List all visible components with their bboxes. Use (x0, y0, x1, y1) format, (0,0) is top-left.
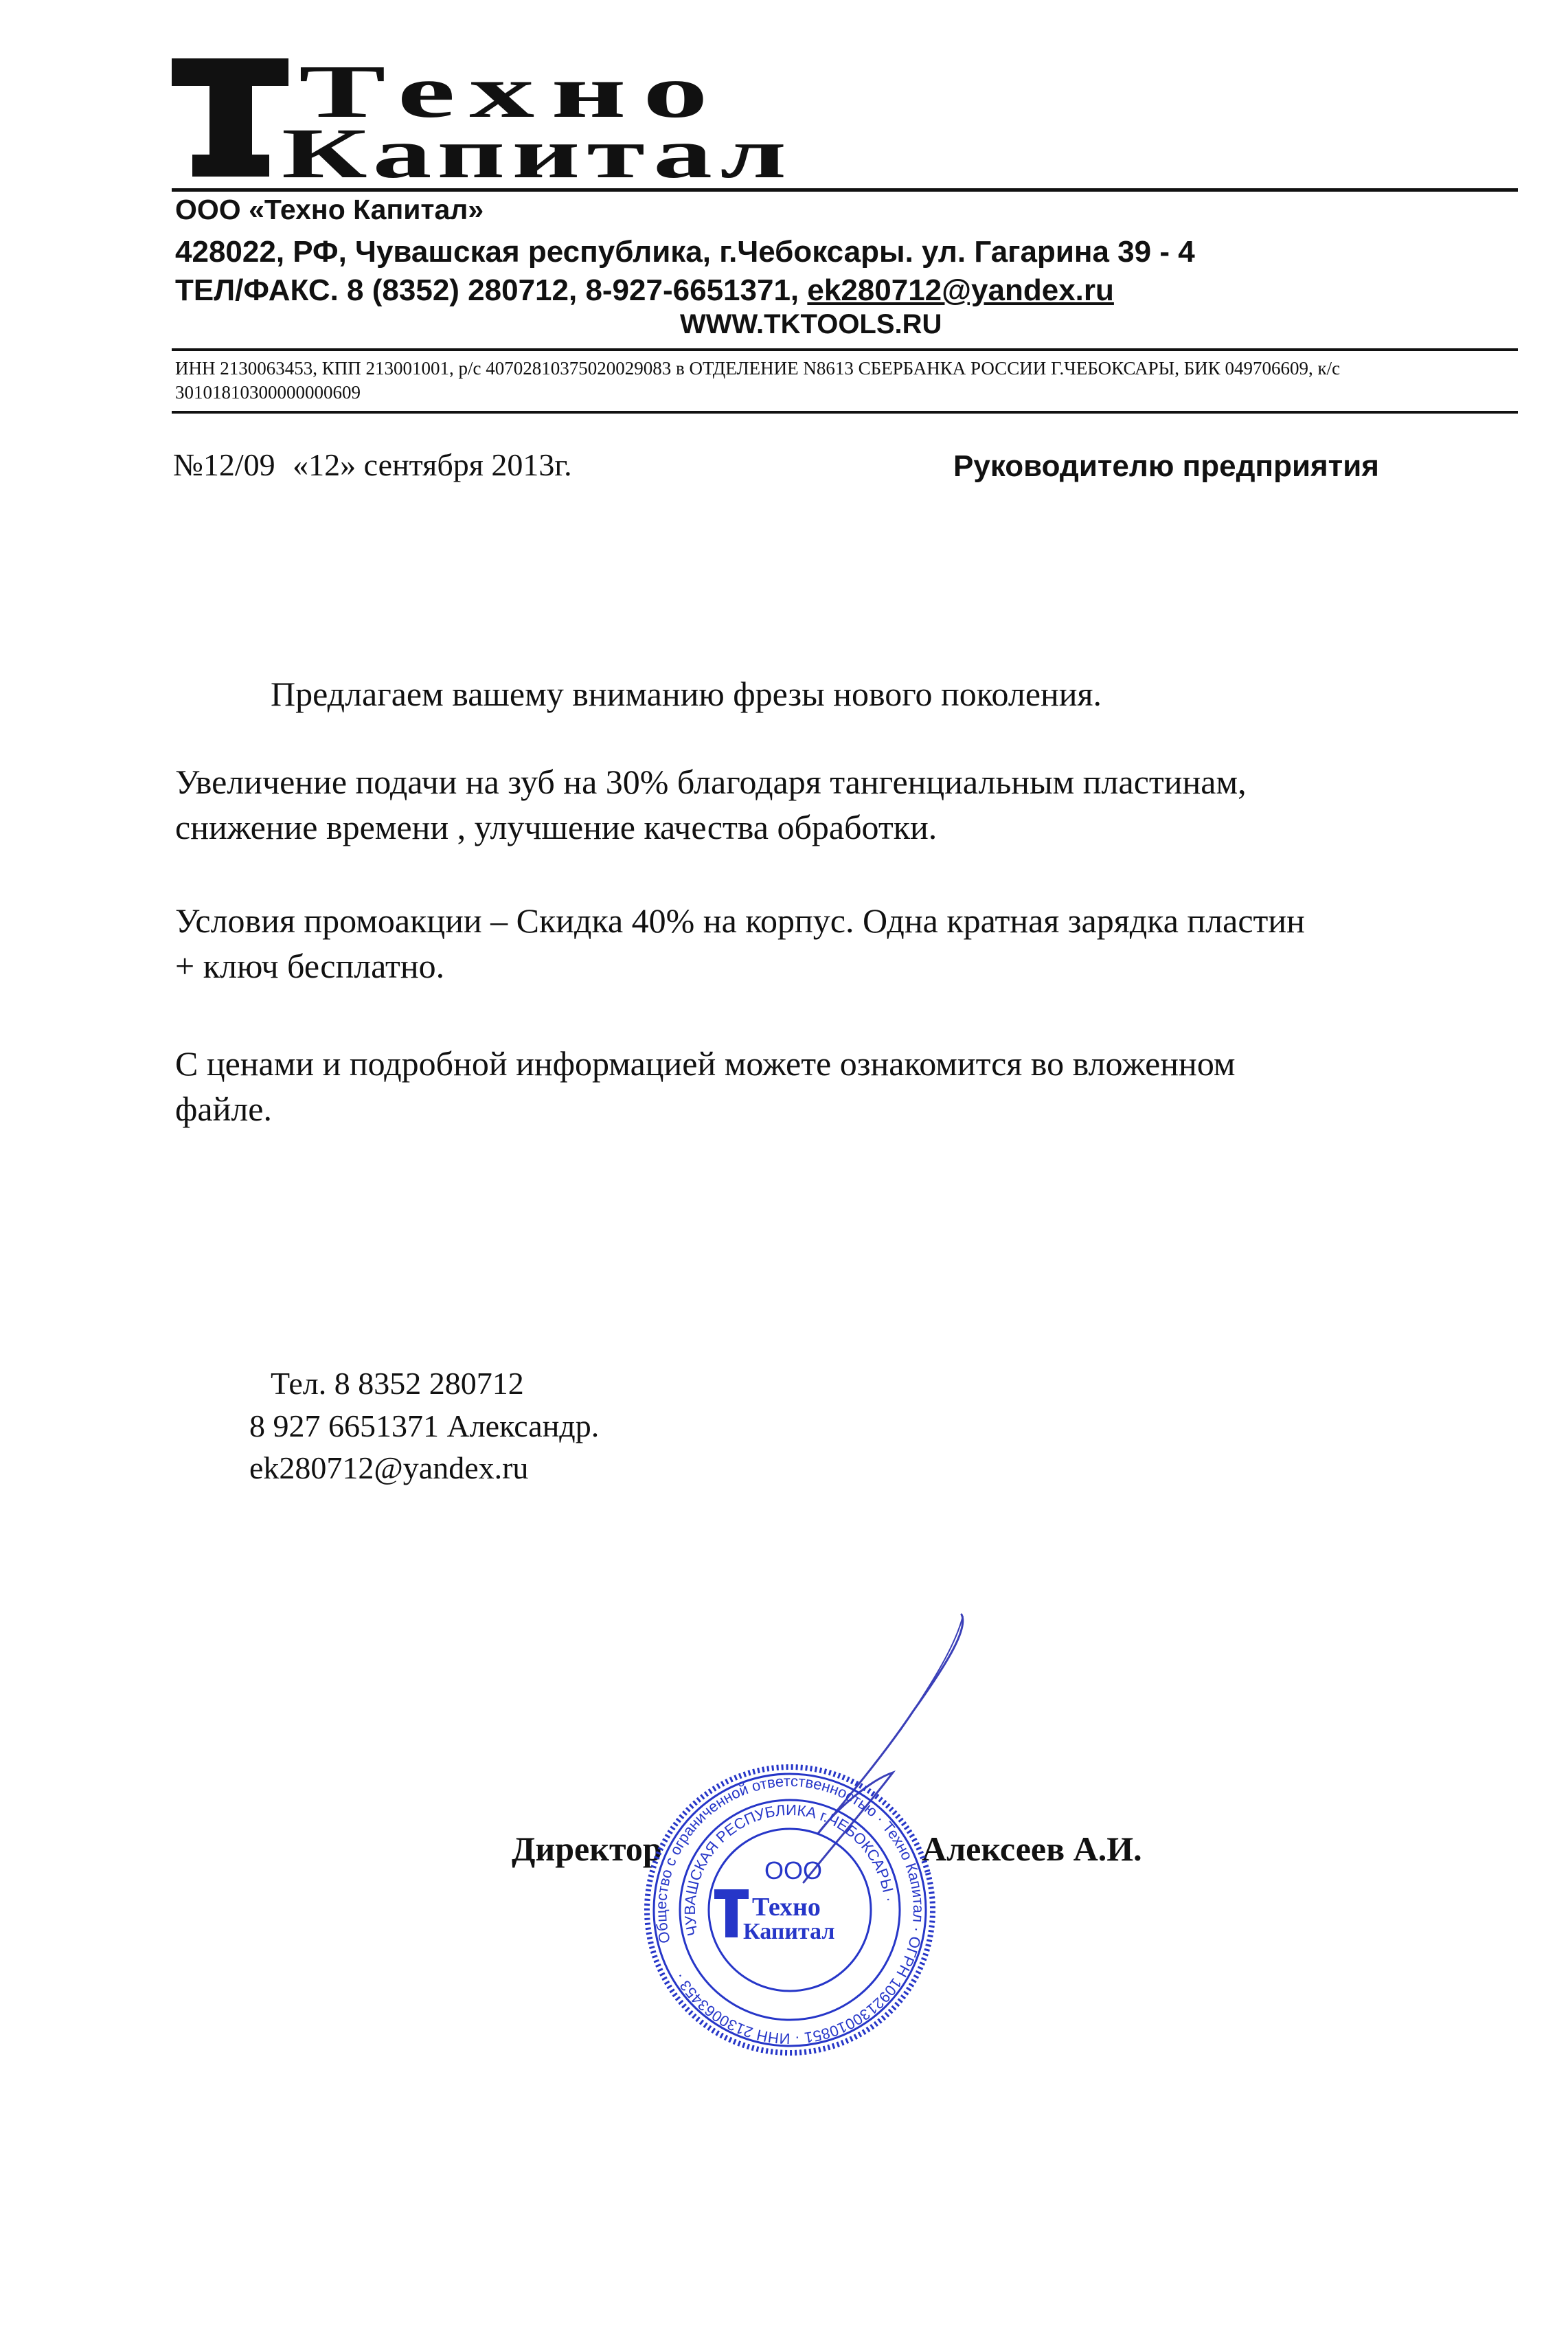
header-mid-rule (172, 348, 1518, 351)
letter-addressee: Руководителю предприятия (953, 449, 1379, 483)
contact-email: ek280712@yandex.ru (249, 1450, 529, 1485)
signatory-name: Алексеев А.И. (922, 1830, 1142, 1868)
header-top-rule (172, 188, 1518, 192)
company-stamp (639, 1759, 941, 2061)
contact-phone: Тел. 8 8352 280712 (271, 1366, 524, 1401)
bank-details: ИНН 2130063453, КПП 213001001, р/с 40702810375020029083 в ОТДЕЛЕНИЕ N8613 СБЕРБАНКА РОССИИ Г.ЧЕБОКСАРЫ, БИК 049706609, к/с 30101810300000000609 (175, 358, 1341, 403)
paragraph-attachment: С ценами и подробной информацией можете ознакомится во вложенном файле. (175, 1044, 1236, 1128)
contact-mobile: 8 927 6651371 Александр. (249, 1408, 600, 1443)
signatory-title: Директор (512, 1830, 662, 1868)
stamp-center-bot: Капитал (743, 1919, 835, 1944)
paragraph-benefits: Увеличение подачи на зуб на 30% благодаря тангенциальным пластинам, снижение времени , улучшение качества обработки. (175, 763, 1247, 846)
logo-line2: Капитал (282, 114, 793, 185)
paragraph-intro: Предлагаем вашему вниманию фрезы нового поколения. (271, 675, 1102, 713)
header-email-link[interactable]: ek280712@yandex.ru (807, 273, 1114, 307)
phone-fax: ТЕЛ/ФАКС. 8 (8352) 280712, 8-927-6651371, (175, 273, 808, 307)
stamp-center-top: ООО (764, 1856, 823, 1885)
company-name: ООО «Техно Капитал» (175, 194, 484, 225)
company-phones (175, 273, 1114, 308)
letter-reference (173, 447, 582, 483)
stamp-outer-text: Общество с ограниченной ответственностью · Техно Капитал · ОГРН 1092130010851 · ИНН 2130063453 · (652, 1772, 928, 2048)
letter-date: «12» сентября 2013г. (293, 447, 572, 482)
company-logo (172, 52, 797, 185)
paragraph-promo: Условия промоакции – Скидка 40% на корпус. Одна кратная зарядка пластин + ключ бесплатно. (175, 901, 1305, 985)
letter-number: №12/09 (173, 447, 275, 482)
stamp-inner-text: ЧУВАШСКАЯ РЕСПУБЛИКА г.ЧЕБОКСАРЫ · (681, 1801, 898, 1937)
stamp-center-mid: Техно (752, 1893, 821, 1922)
company-address: 428022, РФ, Чувашская республика, г.Чебоксары. ул. Гагарина 39 - 4 (175, 235, 1195, 269)
header-bottom-rule (172, 411, 1518, 414)
logo-line1: Техно (299, 52, 725, 133)
website-link[interactable]: WWW.TKTOOLS.RU (680, 309, 942, 339)
